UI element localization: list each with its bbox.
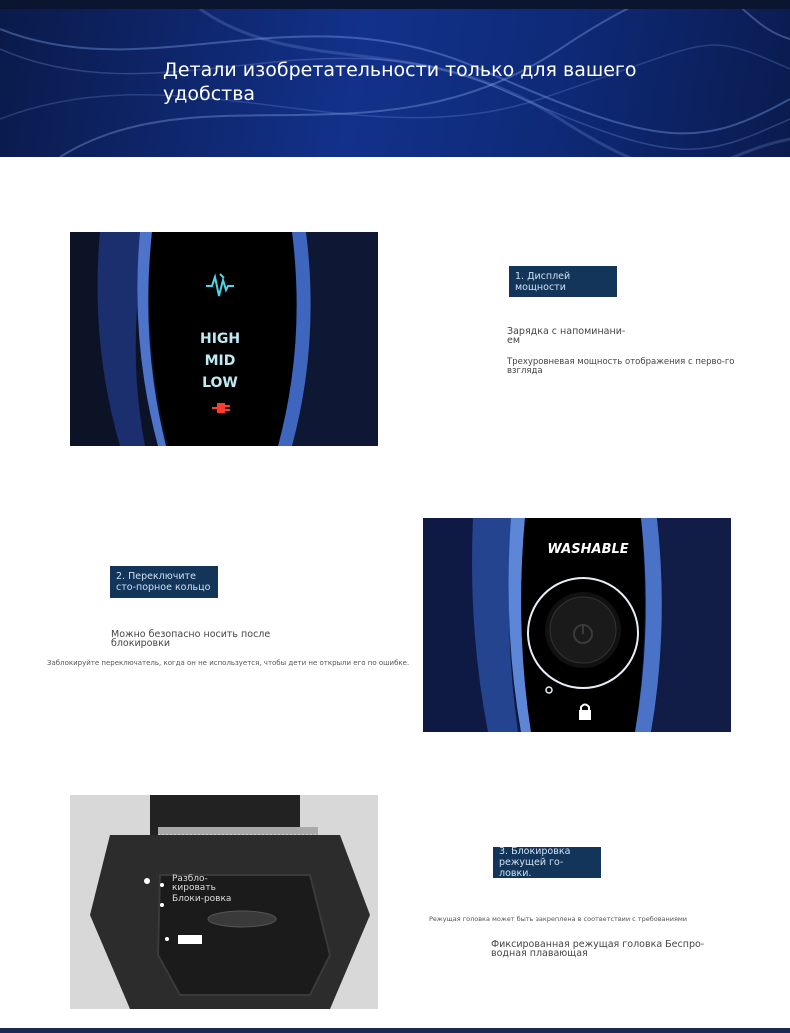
safe-carry-text: Можно безопасно носить после блокировки: [111, 629, 271, 649]
cutter-head-lock-photo: [70, 795, 378, 1009]
washable-lock-photo: [423, 518, 731, 732]
hero-title: Детали изобретательности только для вашего удобства: [163, 59, 637, 105]
level-mid-label: MID: [204, 353, 236, 369]
lock-icon: [577, 702, 593, 726]
three-level-display-text: Трехуровневая мощность отображения с перво-го взгляда: [507, 357, 735, 376]
cutter-lock-badge: 3. Блокировка режущей го-ловки.: [493, 847, 601, 878]
hero-banner: [0, 9, 790, 157]
lock-ring-badge: 2. Переключите сто-порное кольцо: [110, 566, 218, 598]
fixed-cutter-text: Фиксированная режущая головка Беспро-водная плавающая: [491, 939, 705, 959]
lock-label: Блоки-ровка: [172, 894, 232, 904]
washable-label: WASHABLE: [547, 542, 629, 557]
power-display-badge: 1. Дисплей мощности: [509, 266, 617, 297]
unlock-label: Разбло-кировать: [172, 874, 216, 893]
power-display-photo: [70, 232, 378, 446]
plug-icon: [210, 399, 232, 418]
level-low-label: LOW: [202, 375, 238, 391]
power-icon: [569, 620, 597, 652]
top-bar: [0, 0, 790, 9]
level-high-label: HIGH: [200, 331, 241, 347]
cutter-fix-text: Режущая головка может быть закреплена в соответствии с требованиями: [429, 915, 688, 923]
lock-switch-text: Заблокируйте переключатель, когда он не используется, чтобы дети не открыли его по ошибке.: [47, 659, 410, 667]
waveform-icon: [204, 272, 236, 304]
bottom-bar: [0, 1028, 790, 1033]
charge-reminder-text: Зарядка с напоминани-ем: [507, 326, 626, 346]
